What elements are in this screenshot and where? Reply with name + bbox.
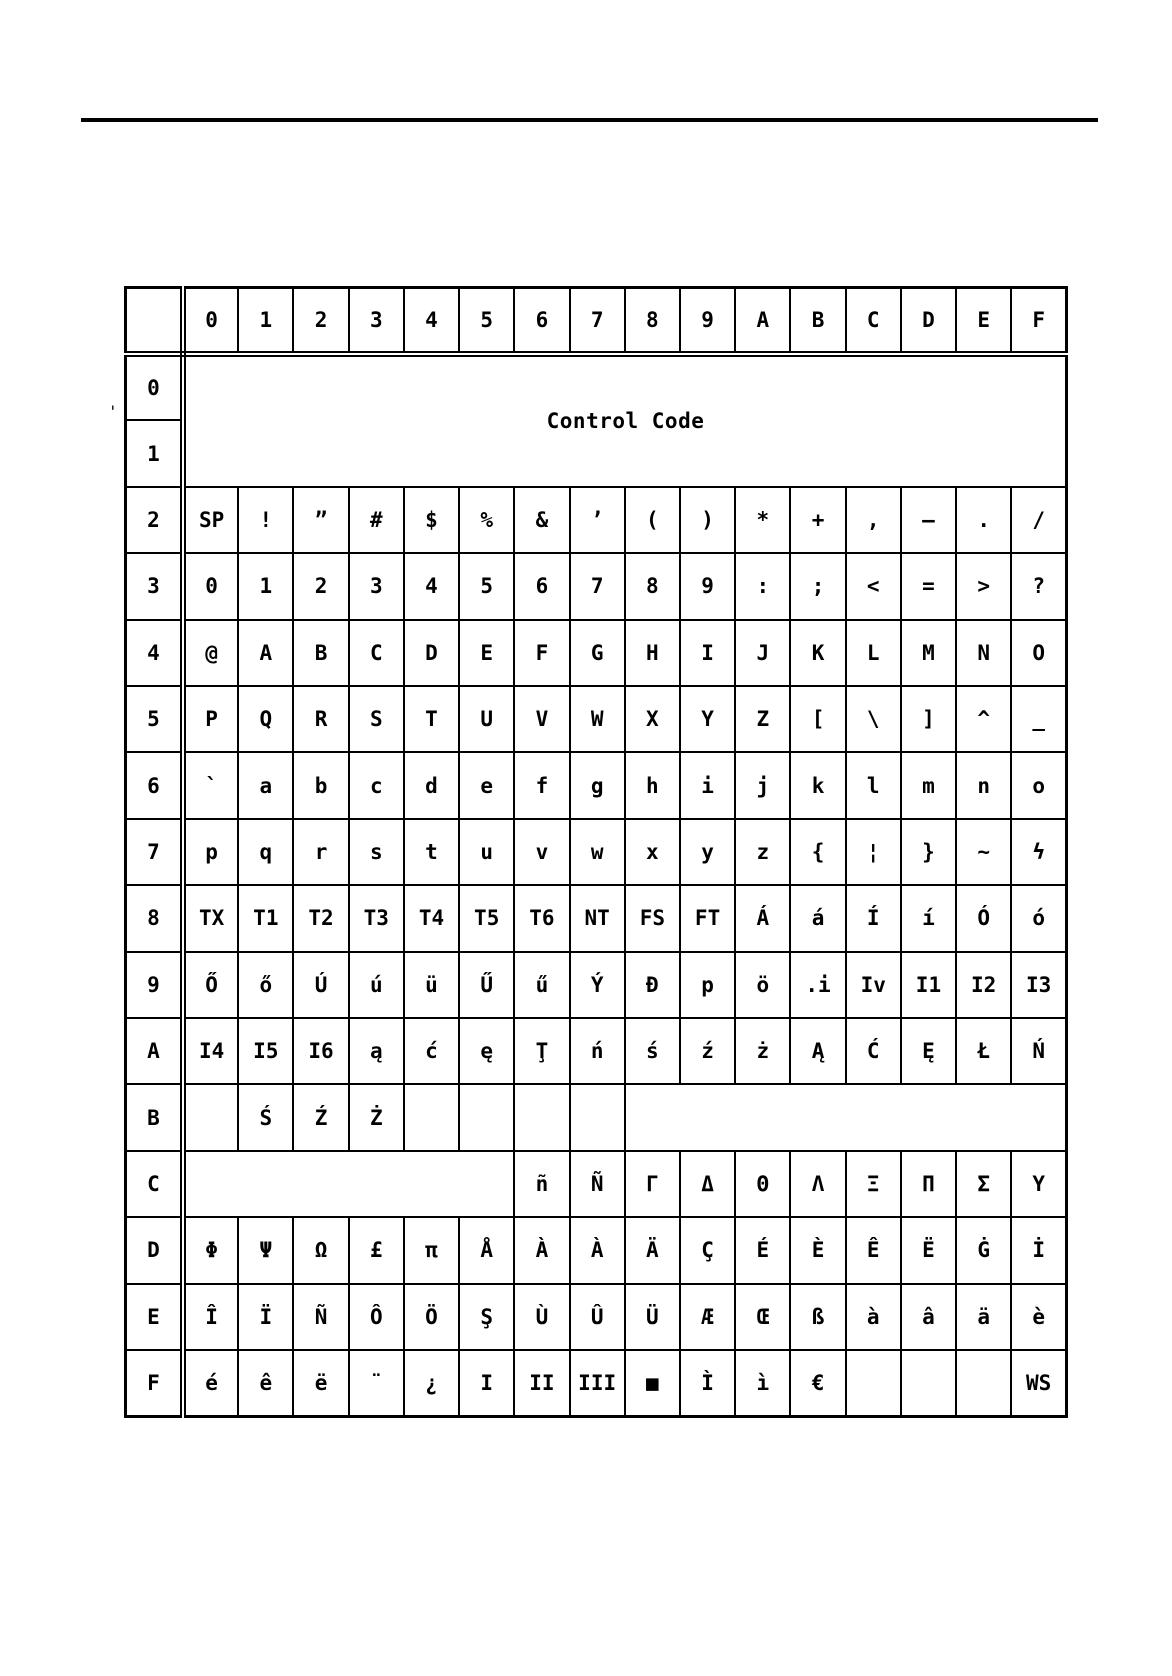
char-cell: l [846,752,901,818]
char-cell: Ñ [570,1151,625,1217]
char-cell: Ξ [846,1151,901,1217]
row-header: D [126,1217,184,1283]
char-cell: m [901,752,956,818]
row-header: 4 [126,620,184,686]
char-cell: S [349,686,404,752]
char-cell: & [514,487,569,553]
char-cell: _ [1011,686,1066,752]
char-cell: P [183,686,238,752]
char-cell: Θ [735,1151,790,1217]
col-header: 5 [459,288,514,354]
char-cell: Î [183,1284,238,1350]
char-cell: d [404,752,459,818]
char-cell: u [459,819,514,885]
char-cell: Ô [349,1284,404,1350]
col-header: 8 [625,288,680,354]
row-3 [126,553,1067,619]
char-cell: Ψ [238,1217,293,1283]
col-header: 6 [514,288,569,354]
char-cell: { [790,819,845,885]
char-cell: ú [349,952,404,1018]
char-cell: Đ [625,952,680,1018]
row-header: 2 [126,487,184,553]
row-E [126,1284,1067,1350]
col-header: 4 [404,288,459,354]
char-cell [901,1350,956,1417]
row-header: B [126,1084,184,1150]
char-cell: ) [680,487,735,553]
char-cell [183,1084,238,1150]
char-cell: È [790,1217,845,1283]
char-cell: v [514,819,569,885]
char-cell: I6 [293,1018,348,1084]
char-cell: I3 [1011,952,1066,1018]
char-cell: Ï [238,1284,293,1350]
char-cell: ś [625,1018,680,1084]
char-cell: ü [404,952,459,1018]
char-cell: ñ [514,1151,569,1217]
char-cell: FT [680,885,735,951]
char-cell: í [901,885,956,951]
row-header: A [126,1018,184,1084]
char-cell: Ë [901,1217,956,1283]
char-cell: T2 [293,885,348,951]
char-cell [956,1350,1011,1417]
char-cell: ] [901,686,956,752]
char-cell: À [570,1217,625,1283]
char-cell: ¨ [349,1350,404,1417]
char-cell: Ő [183,952,238,1018]
char-cell: ű [514,952,569,1018]
char-cell: w [570,819,625,885]
char-cell: I2 [956,952,1011,1018]
char-cell: ê [238,1350,293,1417]
row-B [126,1084,1067,1150]
col-header: B [790,288,845,354]
char-cell: + [790,487,845,553]
col-header: A [735,288,790,354]
char-cell: ó [1011,885,1066,951]
char-cell: i [680,752,735,818]
char-cell: Ś [238,1084,293,1150]
col-header: E [956,288,1011,354]
row-4 [126,620,1067,686]
char-cell: ; [790,553,845,619]
char-cell: J [735,620,790,686]
char-cell: ϟ [1011,819,1066,885]
char-cell: T4 [404,885,459,951]
char-cell: Ą [790,1018,845,1084]
char-cell: £ [349,1217,404,1283]
char-cell: 2 [293,553,348,619]
char-cell: Ö [404,1284,459,1350]
char-cell: ■ [625,1350,680,1417]
char-cell: p [680,952,735,1018]
char-cell: T5 [459,885,514,951]
char-cell: I4 [183,1018,238,1084]
row-5 [126,686,1067,752]
char-cell: Œ [735,1284,790,1350]
char-cell: Ó [956,885,1011,951]
char-cell: Ω [293,1217,348,1283]
char-cell: Å [459,1217,514,1283]
char-cell: ~ [956,819,1011,885]
char-cell: Û [570,1284,625,1350]
char-cell: ’ [570,487,625,553]
char-cell: à [846,1284,901,1350]
char-cell: Γ [625,1151,680,1217]
char-cell: İ [1011,1217,1066,1283]
row-F [126,1350,1067,1417]
char-cell: 9 [680,553,735,619]
char-cell: r [293,819,348,885]
char-cell: , [846,487,901,553]
char-cell: Ź [293,1084,348,1150]
char-cell: Ń [1011,1018,1066,1084]
char-cell: WS [1011,1350,1066,1417]
char-cell: W [570,686,625,752]
char-cell: n [956,752,1011,818]
row-header: 1 [126,420,184,486]
char-cell: T1 [238,885,293,951]
char-cell: O [1011,620,1066,686]
col-header: 3 [349,288,404,354]
char-cell: Σ [956,1151,1011,1217]
char-cell: F [514,620,569,686]
col-header: 0 [183,288,238,354]
char-cell: # [349,487,404,553]
char-cell: Y [680,686,735,752]
row-header: F [126,1350,184,1417]
char-cell: < [846,553,901,619]
char-cell: @ [183,620,238,686]
char-cell: Ú [293,952,348,1018]
corner-cell [126,288,184,354]
char-cell: B [293,620,348,686]
char-cell: : [735,553,790,619]
char-cell: À [514,1217,569,1283]
char-cell: è [1011,1284,1066,1350]
char-cell: ? [1011,553,1066,619]
char-cell [514,1084,569,1150]
char-cell: TX [183,885,238,951]
char-cell: III [570,1350,625,1417]
char-cell: Á [735,885,790,951]
char-cell: . [956,487,1011,553]
blank-block [625,1084,1067,1150]
char-cell: Ê [846,1217,901,1283]
char-cell: C [349,620,404,686]
char-cell: Ę [901,1018,956,1084]
col-header: 7 [570,288,625,354]
char-cell: é [183,1350,238,1417]
row-header: 9 [126,952,184,1018]
row-7 [126,819,1067,885]
char-cell: Ł [956,1018,1011,1084]
char-cell: ö [735,952,790,1018]
char-cell: 8 [625,553,680,619]
char-cell: V [514,686,569,752]
char-cell: € [790,1350,845,1417]
char-cell: s [349,819,404,885]
char-cell: f [514,752,569,818]
char-cell: ő [238,952,293,1018]
char-cell: ń [570,1018,625,1084]
char-cell: ä [956,1284,1011,1350]
char-cell: G [570,620,625,686]
char-cell: ß [790,1284,845,1350]
row-8 [126,885,1067,951]
char-cell: â [901,1284,956,1350]
char-cell: SP [183,487,238,553]
char-cell: 4 [404,553,459,619]
char-cell: II [514,1350,569,1417]
char-cell: Q [238,686,293,752]
char-cell: ì [735,1350,790,1417]
char-cell: Ù [514,1284,569,1350]
char-cell: Í [846,885,901,951]
col-header: 1 [238,288,293,354]
char-cell: D [404,620,459,686]
row-6 [126,752,1067,818]
char-cell: Ì [680,1350,735,1417]
char-cell [404,1084,459,1150]
char-cell: U [459,686,514,752]
char-cell [570,1084,625,1150]
char-cell: Ġ [956,1217,1011,1283]
char-cell: y [680,819,735,885]
char-cell: ë [293,1350,348,1417]
row-header: 6 [126,752,184,818]
char-cell: t [404,819,459,885]
col-header: C [846,288,901,354]
char-cell: Iv [846,952,901,1018]
row-9 [126,952,1067,1018]
char-cell: I1 [901,952,956,1018]
char-cell: Ş [459,1284,514,1350]
control-code-block: Control Code [183,354,1067,487]
char-cell: ” [293,487,348,553]
char-cell: Π [901,1151,956,1217]
char-cell: h [625,752,680,818]
char-cell: p [183,819,238,885]
col-header: F [1011,288,1066,354]
char-cell: I [459,1350,514,1417]
char-cell: A [238,620,293,686]
char-cell: 3 [349,553,404,619]
blank-block [183,1151,514,1217]
char-cell: ¦ [846,819,901,885]
char-cell: z [735,819,790,885]
char-cell [846,1350,901,1417]
char-cell: I [680,620,735,686]
char-cell: ` [183,752,238,818]
char-cell: Ä [625,1217,680,1283]
char-cell: } [901,819,956,885]
char-cell: 5 [459,553,514,619]
char-cell: * [735,487,790,553]
row-D [126,1217,1067,1283]
row-header: 8 [126,885,184,951]
char-cell: ( [625,487,680,553]
char-cell: Ü [625,1284,680,1350]
char-cell: Δ [680,1151,735,1217]
char-cell: Ű [459,952,514,1018]
row-0 [126,354,1067,420]
char-cell: > [956,553,1011,619]
char-cell: FS [625,885,680,951]
char-cell: = [901,553,956,619]
char-cell: e [459,752,514,818]
char-cell: L [846,620,901,686]
char-cell: Ý [570,952,625,1018]
char-cell: É [735,1217,790,1283]
column-header-row [126,288,1067,354]
row-header: 7 [126,819,184,885]
char-cell: a [238,752,293,818]
char-cell: % [459,487,514,553]
char-cell [459,1084,514,1150]
char-cell: .i [790,952,845,1018]
char-cell: o [1011,752,1066,818]
char-cell: $ [404,487,459,553]
row-C [126,1151,1067,1217]
char-cell: \ [846,686,901,752]
char-cell: 6 [514,553,569,619]
char-cell: X [625,686,680,752]
char-cell: ^ [956,686,1011,752]
char-cell: T3 [349,885,404,951]
char-cell: b [293,752,348,818]
char-cell: N [956,620,1011,686]
col-header: D [901,288,956,354]
char-cell: NT [570,885,625,951]
char-cell: Ż [349,1084,404,1150]
char-cell: E [459,620,514,686]
row-header: 0 [126,354,184,420]
char-cell: 0 [183,553,238,619]
char-cell: R [293,686,348,752]
char-cell: ę [459,1018,514,1084]
char-cell: π [404,1217,459,1283]
char-cell: ź [680,1018,735,1084]
row-header: E [126,1284,184,1350]
char-cell: Ç [680,1217,735,1283]
char-cell: – [901,487,956,553]
char-cell: Υ [1011,1151,1066,1217]
char-cell: x [625,819,680,885]
top-rule [81,118,1098,122]
col-header: 2 [293,288,348,354]
char-cell: Z [735,686,790,752]
char-cell: T [404,686,459,752]
stray-mark: ' [108,402,118,421]
char-cell: ą [349,1018,404,1084]
char-cell: K [790,620,845,686]
char-cell: á [790,885,845,951]
char-cell: Ñ [293,1284,348,1350]
char-cell: T6 [514,885,569,951]
char-cell: q [238,819,293,885]
char-cell: j [735,752,790,818]
col-header: 9 [680,288,735,354]
char-cell: Ć [846,1018,901,1084]
char-cell: M [901,620,956,686]
char-cell: 1 [238,553,293,619]
char-cell: I5 [238,1018,293,1084]
char-cell: Ţ [514,1018,569,1084]
row-2 [126,487,1067,553]
row-header: 5 [126,686,184,752]
char-cell: g [570,752,625,818]
char-cell: Λ [790,1151,845,1217]
row-header: 3 [126,553,184,619]
char-cell: H [625,620,680,686]
char-cell: ć [404,1018,459,1084]
char-cell: 7 [570,553,625,619]
char-cell: [ [790,686,845,752]
char-cell: / [1011,487,1066,553]
char-cell: ż [735,1018,790,1084]
row-A [126,1018,1067,1084]
row-header: C [126,1151,184,1217]
char-cell: Φ [183,1217,238,1283]
char-cell: ¿ [404,1350,459,1417]
character-code-table [124,286,1068,1418]
char-cell: c [349,752,404,818]
char-cell: Æ [680,1284,735,1350]
char-cell: ! [238,487,293,553]
char-cell: k [790,752,845,818]
